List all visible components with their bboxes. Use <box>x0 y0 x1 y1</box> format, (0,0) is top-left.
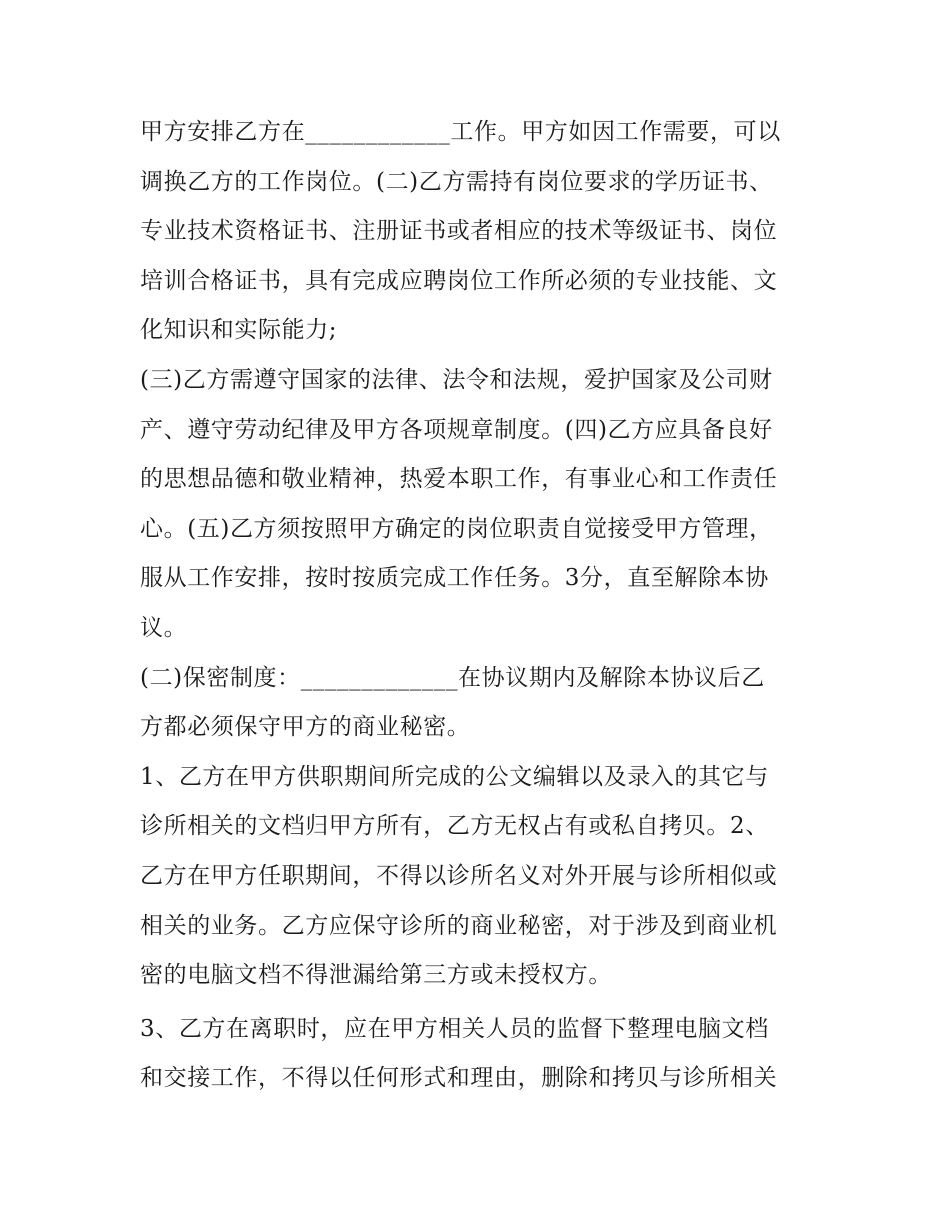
text-line: 服从工作安排，按时按质完成工作任务。3分，直至解除本协 <box>140 565 769 592</box>
text-line: 1、乙方在甲方供职期间所完成的公文编辑以及录入的其它与 <box>140 763 769 790</box>
text-line: 化知识和实际能力; <box>140 317 338 344</box>
text-line: 3、乙方在离职时，应在甲方相关人员的监督下整理电脑文档 <box>140 1015 769 1042</box>
text-line: 调换乙方的工作岗位。(二)乙方需持有岗位要求的学历证书、 <box>140 168 773 195</box>
text-line: 方都必须保守甲方的商业秘密。 <box>140 714 471 741</box>
text-line: 培训合格证书，具有完成应聘岗位工作所必须的专业技能、文 <box>140 267 778 294</box>
text-line: 甲方安排乙方在____________工作。甲方如因工作需要，可以 <box>140 119 781 145</box>
document-body <box>140 108 820 1104</box>
text-line: 诊所相关的文档归甲方所有，乙方无权占有或私自拷贝。2、 <box>140 813 769 840</box>
text-line: 专业技术资格证书、注册证书或者相应的技术等级证书、岗位 <box>140 218 778 245</box>
text-line: 议。 <box>140 614 188 641</box>
text-line: 乙方在甲方任职期间，不得以诊所名义对外开展与诊所相似或 <box>140 862 778 889</box>
text-line: 密的电脑文档不得泄漏给第三方或未授权方。 <box>140 962 612 989</box>
text-line: 相关的业务。乙方应保守诊所的商业秘密，对于涉及到商业机 <box>140 912 778 939</box>
text-line: 和交接工作，不得以任何形式和理由，删除和拷贝与诊所相关 <box>140 1065 778 1092</box>
text-line: (三)乙方需遵守国家的法律、法令和法规，爱护国家及公司财 <box>140 366 773 393</box>
text-line: 心。(五)乙方须按照甲方确定的岗位职责自觉接受甲方管理， <box>140 515 773 542</box>
text-line: (二)保密制度：_____________在协议期内及解除本协议后乙 <box>140 664 765 691</box>
text-line: 的思想品德和敬业精神，热爱本职工作，有事业心和工作责任 <box>140 466 778 493</box>
text-line: 产、遵守劳动纪律及甲方各项规章制度。(四)乙方应具备良好 <box>140 416 773 443</box>
